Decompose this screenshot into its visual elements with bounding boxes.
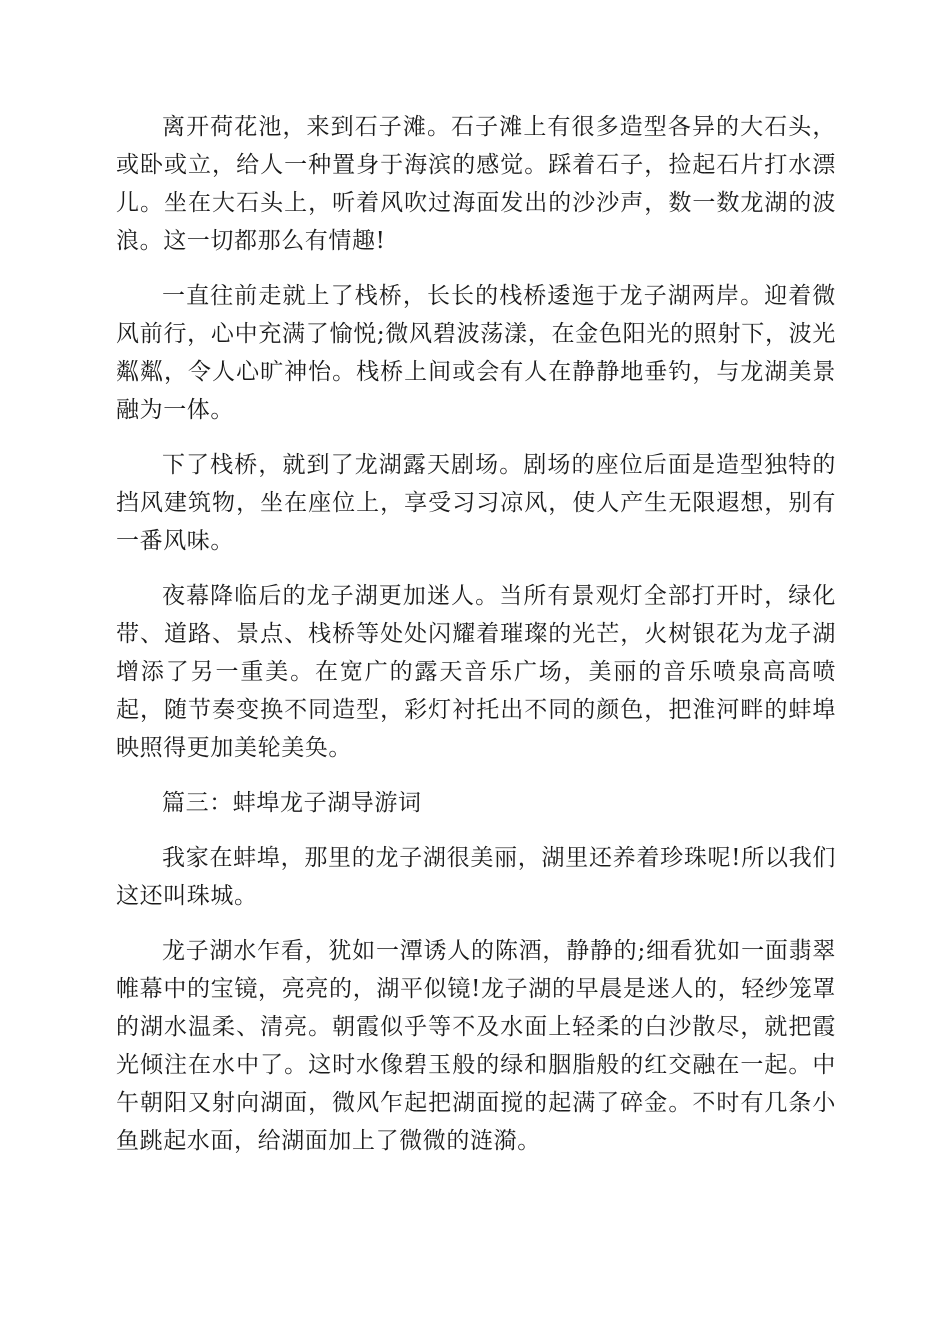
paragraph-open-air-theater: 下了栈桥，就到了龙湖露天剧场。剧场的座位后面是造型独特的挡风建筑物，坐在座位上，享受习习凉风，使人产生无限遐想，别有一番风味。 xyxy=(116,452,836,554)
section-title: 篇三：蚌埠龙子湖导游词 xyxy=(162,790,422,816)
paragraph-lake-water: 龙子湖水乍看，犹如一潭诱人的陈酒，静静的;细看犹如一面翡翠帷幕中的宝镜，亮亮的，湖平似镜!龙子湖的早晨是迷人的，轻纱笼罩的湖水温柔、清亮。朝霞似乎等不及水面上轻柔的白沙散尽，就把霞光倾注在水中了。这时水像碧玉般的绿和胭脂般的红交融在一起。中午朝阳又射向湖面，微风乍起把湖面搅的起满了碎金。不时有几条小鱼跳起水面，给湖面加上了微微的涟漪。 xyxy=(116,938,836,1154)
paragraph-pearl-city: 我家在蚌埠，那里的龙子湖很美丽，湖里还养着珍珠呢!所以我们这还叫珠城。 xyxy=(116,845,836,909)
paragraph-stone-beach: 离开荷花池，来到石子滩。石子滩上有很多造型各异的大石头，或卧或立，给人一种置身于海滨的感觉。踩着石子，捡起石片打水漂儿。坐在大石头上，听着风吹过海面发出的沙沙声，数一数龙湖的波浪。这一切都那么有情趣! xyxy=(116,114,836,254)
document-body xyxy=(116,108,836,1177)
paragraph-trestle-bridge: 一直往前走就上了栈桥，长长的栈桥逶迤于龙子湖两岸。迎着微风前行，心中充满了愉悦;微风碧波荡漾，在金色阳光的照射下，波光粼粼，令人心旷神怡。栈桥上间或会有人在静静地垂钓，与龙湖美景融为一体。 xyxy=(116,283,836,423)
paragraph-night-scene: 夜幕降临后的龙子湖更加迷人。当所有景观灯全部打开时，绿化带、道路、景点、栈桥等处处闪耀着璀璨的光芒，火树银花为龙子湖增添了另一重美。在宽广的露天音乐广场，美丽的音乐喷泉高高喷起，随节奏变换不同造型，彩灯衬托出不同的颜色，把淮河畔的蚌埠映照得更加美轮美奂。 xyxy=(116,583,836,761)
